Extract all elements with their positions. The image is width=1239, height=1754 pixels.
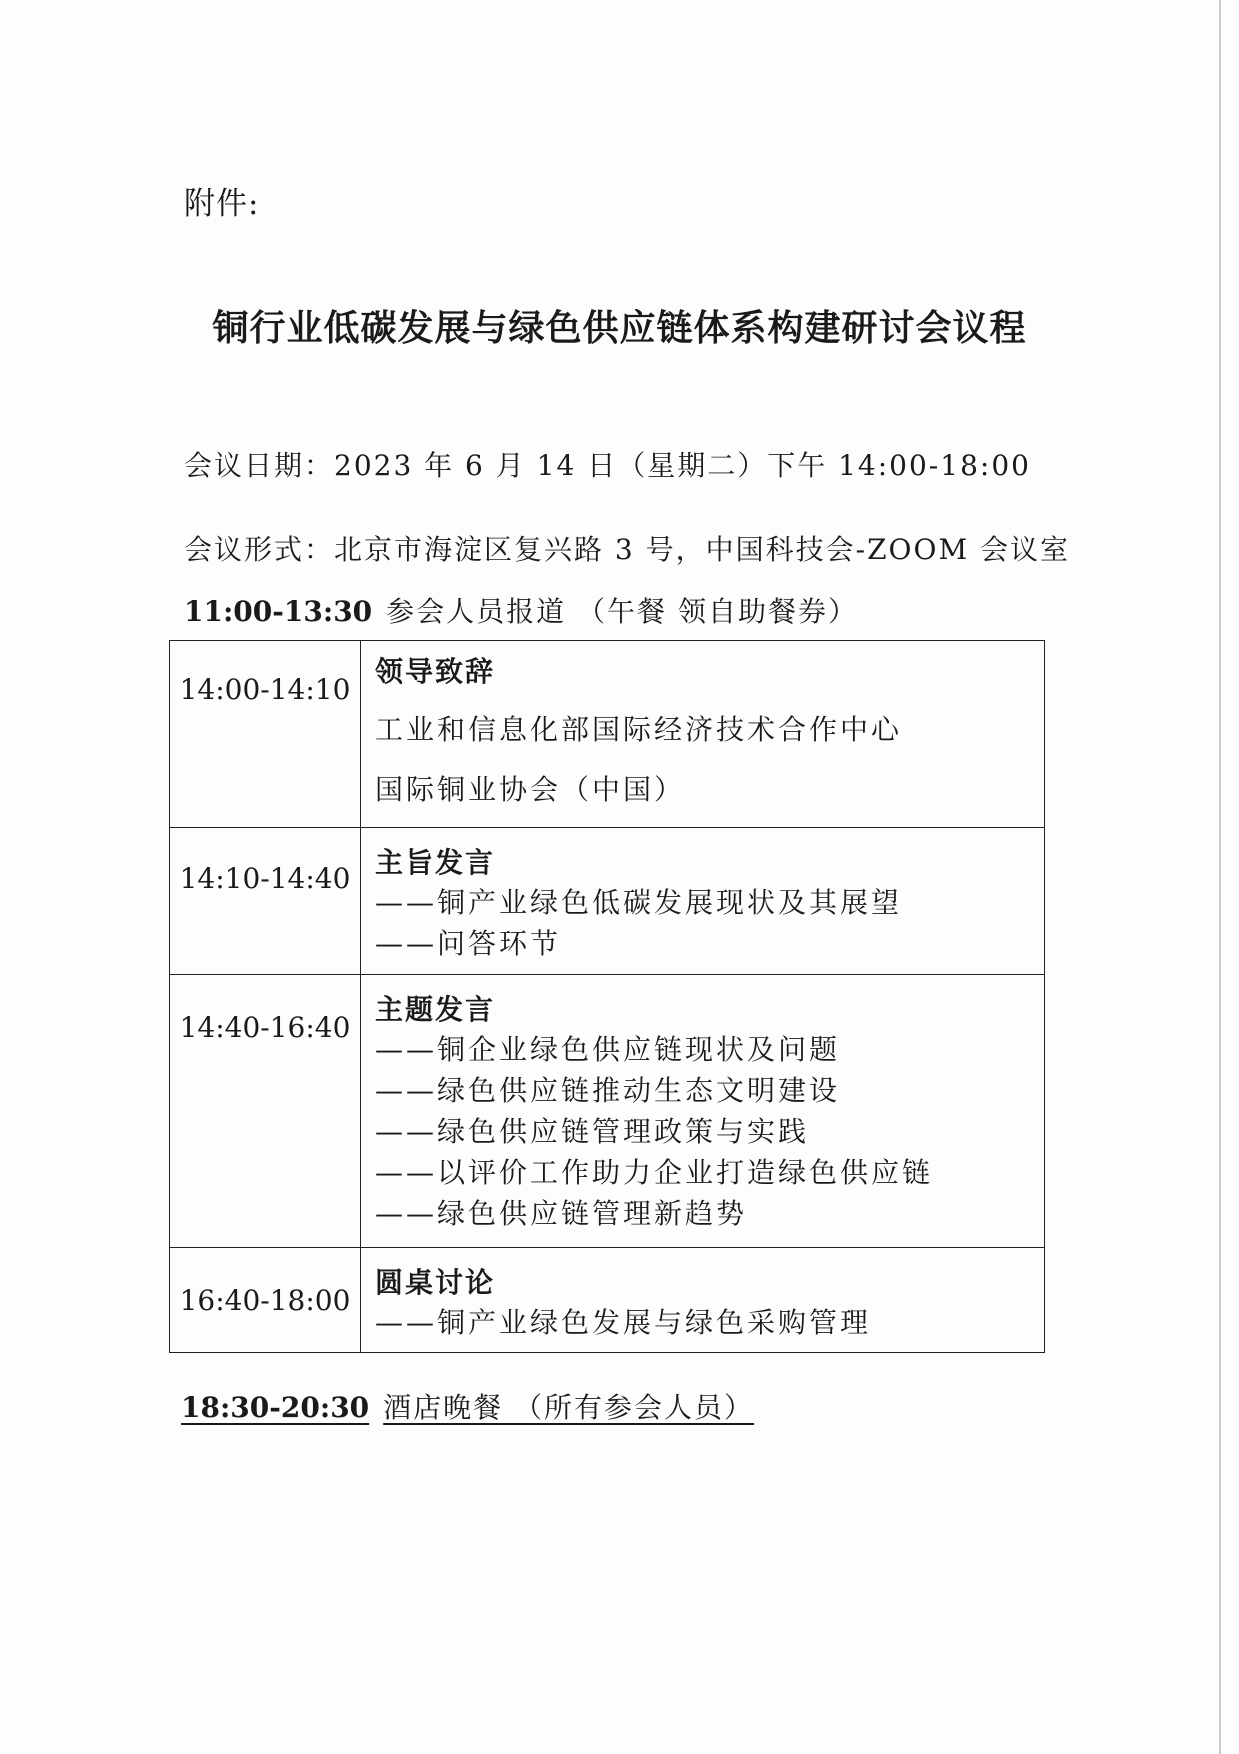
agenda-time-cell — [170, 975, 361, 1248]
agenda-row — [170, 975, 1045, 1248]
agenda-table — [169, 640, 1045, 1353]
session-item: ——铜企业绿色供应链现状及问题 — [375, 1033, 841, 1066]
agenda-row — [170, 1248, 1045, 1353]
agenda-content-cell — [361, 641, 1045, 828]
agenda-time-cell — [170, 1248, 361, 1353]
session-title: 主旨发言 — [375, 846, 496, 879]
agenda-time: 16:40-18:00 — [179, 1284, 351, 1317]
registration-line — [184, 590, 858, 630]
agenda-time: 14:00-14:10 — [179, 673, 351, 706]
agenda-row — [170, 641, 1045, 828]
session-item: ——问答环节 — [375, 927, 562, 960]
agenda-content-cell — [361, 1248, 1045, 1353]
document-title: 铜行业低碳发展与绿色供应链体系构建研讨会议程 — [212, 307, 1027, 349]
agenda-time-cell — [170, 641, 361, 828]
session-item: ——绿色供应链管理新趋势 — [375, 1197, 748, 1230]
session-item: 国际铜业协会（中国） — [375, 773, 686, 806]
session-title: 领导致辞 — [375, 655, 496, 688]
agenda-time: 14:40-16:40 — [179, 1011, 351, 1044]
meeting-form: 会议形式：北京市海淀区复兴路 3 号，中国科技会-ZOOM 会议室 — [184, 533, 1071, 566]
dinner-text: 酒店晚餐 （所有参会人员） — [383, 1391, 755, 1424]
dinner-time: 18:30-20:30 — [181, 1391, 370, 1424]
session-item: ——铜产业绿色发展与绿色采购管理 — [375, 1306, 872, 1339]
agenda-content-cell — [361, 828, 1045, 975]
agenda-time: 14:10-14:40 — [179, 862, 351, 895]
registration-text: 参会人员报道 （午餐 领自助餐券） — [386, 595, 858, 628]
agenda-content-cell — [361, 975, 1045, 1248]
session-item: 工业和信息化部国际经济技术合作中心 — [375, 713, 903, 746]
session-item: ——以评价工作助力企业打造绿色供应链 — [375, 1156, 934, 1189]
session-item: ——绿色供应链管理政策与实践 — [375, 1115, 810, 1148]
session-item: ——绿色供应链推动生态文明建设 — [375, 1074, 841, 1107]
session-title: 主题发言 — [375, 993, 496, 1026]
attachment-label: 附件: — [184, 186, 260, 222]
agenda-row — [170, 828, 1045, 975]
agenda-time-cell — [170, 828, 361, 975]
registration-time: 11:00-13:30 — [184, 595, 373, 628]
dinner-line — [181, 1386, 754, 1426]
scan-edge-line — [1219, 0, 1221, 1754]
meeting-date: 会议日期：2023 年 6 月 14 日（星期二）下午 14:00-18:00 — [184, 449, 1031, 482]
session-item: ——铜产业绿色低碳发展现状及其展望 — [375, 886, 903, 919]
session-title: 圆桌讨论 — [375, 1266, 496, 1299]
